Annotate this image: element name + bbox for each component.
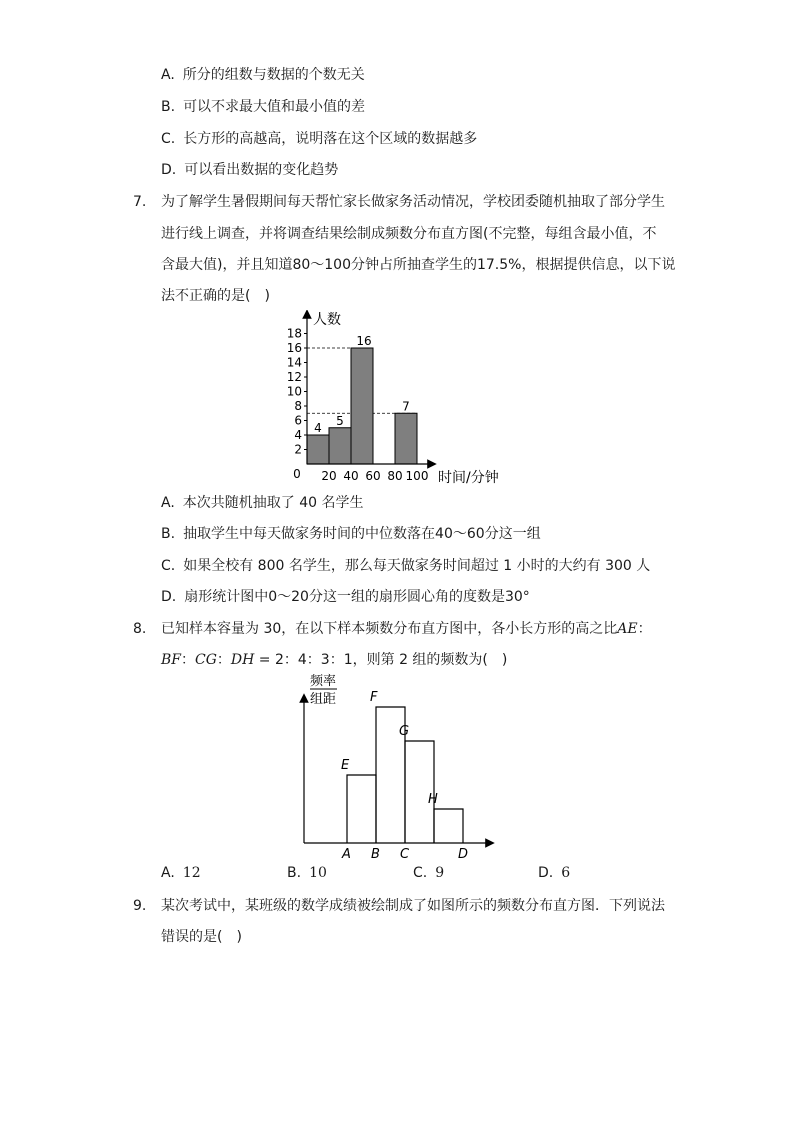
q8-stem-line-1	[161, 620, 652, 638]
bar-top-label: E	[341, 758, 350, 773]
x-axis-label: 时间/分钟	[438, 470, 499, 486]
bar-base-label: C	[400, 847, 410, 862]
y-tick-label: 10	[286, 384, 302, 399]
bar-value-label: 16	[356, 334, 372, 348]
option-text: 可以不求最大值和最小值的差	[183, 99, 366, 115]
option-text: 12	[182, 865, 201, 881]
option-label: D.	[538, 865, 554, 881]
q7-stem-line: 为了解学生暑假期间每天帮忙家长做家务活动情况，学校团委随机抽取了部分学生	[161, 194, 665, 210]
y-tick-label: 2	[294, 442, 302, 457]
y-tick-label: 14	[286, 355, 302, 370]
option-label: A.	[161, 495, 175, 511]
option-label: C.	[161, 131, 176, 147]
math-var: CG	[195, 652, 217, 668]
question-number: 9.	[133, 898, 147, 914]
x-tick-label: 20	[321, 469, 337, 483]
q6-option-c[interactable]	[161, 130, 477, 148]
option-label: C.	[413, 865, 428, 881]
histogram-bar	[347, 775, 376, 843]
option-text: 长方形的高越高，说明落在这个区域的数据越多	[183, 131, 478, 147]
bar-base-label: B	[371, 847, 380, 862]
histogram-bar	[307, 435, 329, 464]
bar-base-label: D	[458, 847, 469, 862]
option-label: D.	[161, 162, 177, 178]
option-label: C.	[161, 558, 176, 574]
y-tick-label: 4	[294, 428, 302, 442]
q7-option-d[interactable]	[161, 588, 530, 606]
x-tick-label: 60	[365, 469, 381, 483]
math-var: AE	[617, 621, 638, 637]
bar-top-label: F	[370, 690, 378, 705]
option-label: D.	[161, 589, 177, 605]
q8-option-c[interactable]	[413, 864, 444, 882]
y-tick-label: 8	[294, 399, 302, 413]
math-var: BF	[161, 652, 182, 668]
math-var: DH	[230, 652, 255, 668]
y-tick-label: 16	[286, 341, 302, 355]
q7-stem-line: 进行线上调查，并将调查结果绘制成频数分布直方图(不完整，每组含最小值，不	[161, 226, 657, 242]
bar-value-label: 5	[336, 413, 344, 428]
bar-base-label: A	[342, 847, 351, 862]
q8-text: ：	[637, 621, 652, 637]
q9-stem-line: 错误的是( )	[161, 929, 242, 945]
x-tick-label: 100	[405, 469, 429, 483]
option-text: 扇形统计图中0～20分这一组的扇形圆心角的度数是30°	[184, 589, 530, 605]
y-label-bottom: 组距	[310, 692, 337, 707]
q8-option-a[interactable]	[161, 864, 201, 882]
bar-value-label: 4	[314, 421, 322, 435]
y-label-top: 频率	[310, 674, 337, 689]
q8-text: = 2：4：3：1，则第 2 组的频数为( )	[254, 652, 508, 668]
bar-value-label: 7	[402, 399, 410, 414]
ratio-separator: ：	[216, 652, 231, 668]
x-tick-label: 0	[293, 467, 301, 481]
q8-option-b[interactable]	[287, 864, 327, 882]
q7-option-a[interactable]	[161, 494, 364, 512]
question-number: 7.	[133, 194, 147, 210]
y-tick-label: 18	[286, 326, 302, 341]
q8-histogram	[290, 668, 505, 863]
option-label: B.	[287, 865, 302, 881]
q9-stem-line: 某次考试中，某班级的数学成绩被绘制成了如图所示的频数分布直方图．下列说法	[161, 898, 665, 914]
bar-top-label: G	[399, 724, 410, 739]
option-label: A.	[161, 67, 175, 83]
option-label: A.	[161, 865, 175, 881]
ratio-separator: ：	[181, 652, 196, 668]
option-text: 抽取学生中每天做家务时间的中位数落在40～60分这一组	[183, 526, 541, 542]
q7-stem-line: 含最大值)，并且知道80～100分钟占所抽查学生的17.5%，根据提供信息，以下说	[161, 257, 676, 273]
bar-top-label: H	[428, 792, 438, 807]
y-tick-label: 6	[294, 413, 302, 428]
option-text: 10	[309, 865, 327, 881]
y-tick-label: 12	[286, 370, 302, 384]
histogram-bar	[351, 348, 373, 464]
option-label: B.	[161, 526, 176, 542]
x-tick-label: 80	[387, 469, 403, 483]
option-text: 本次共随机抽取了 40 名学生	[182, 495, 364, 511]
q8-option-d[interactable]	[538, 864, 570, 882]
q7-histogram	[280, 310, 520, 490]
q7-option-b[interactable]	[161, 525, 541, 543]
option-text: 所分的组数与数据的个数无关	[182, 67, 365, 83]
question-number: 8.	[133, 621, 147, 637]
histogram-bar	[329, 428, 351, 464]
q8-text: 已知样本容量为 30，在以下样本频数分布直方图中，各小长方形的高之比	[161, 621, 618, 637]
option-label: B.	[161, 99, 176, 115]
y-axis-label: 人数	[313, 312, 341, 328]
q6-option-d[interactable]	[161, 161, 338, 179]
histogram-bar	[434, 809, 463, 843]
q7-stem-line: 法不正确的是( )	[161, 288, 270, 304]
option-text: 6	[561, 865, 571, 881]
q7-option-c[interactable]	[161, 557, 650, 575]
q6-option-b[interactable]	[161, 98, 365, 116]
histogram-bar	[395, 413, 417, 464]
x-tick-label: 40	[343, 469, 359, 483]
option-text: 可以看出数据的变化趋势	[184, 162, 339, 178]
option-text: 9	[435, 865, 445, 881]
option-text: 如果全校有 800 名学生，那么每天做家务时间超过 1 小时的大约有 300 人	[183, 558, 651, 574]
q8-stem-line-2	[161, 651, 507, 669]
q6-option-a[interactable]	[161, 66, 365, 84]
